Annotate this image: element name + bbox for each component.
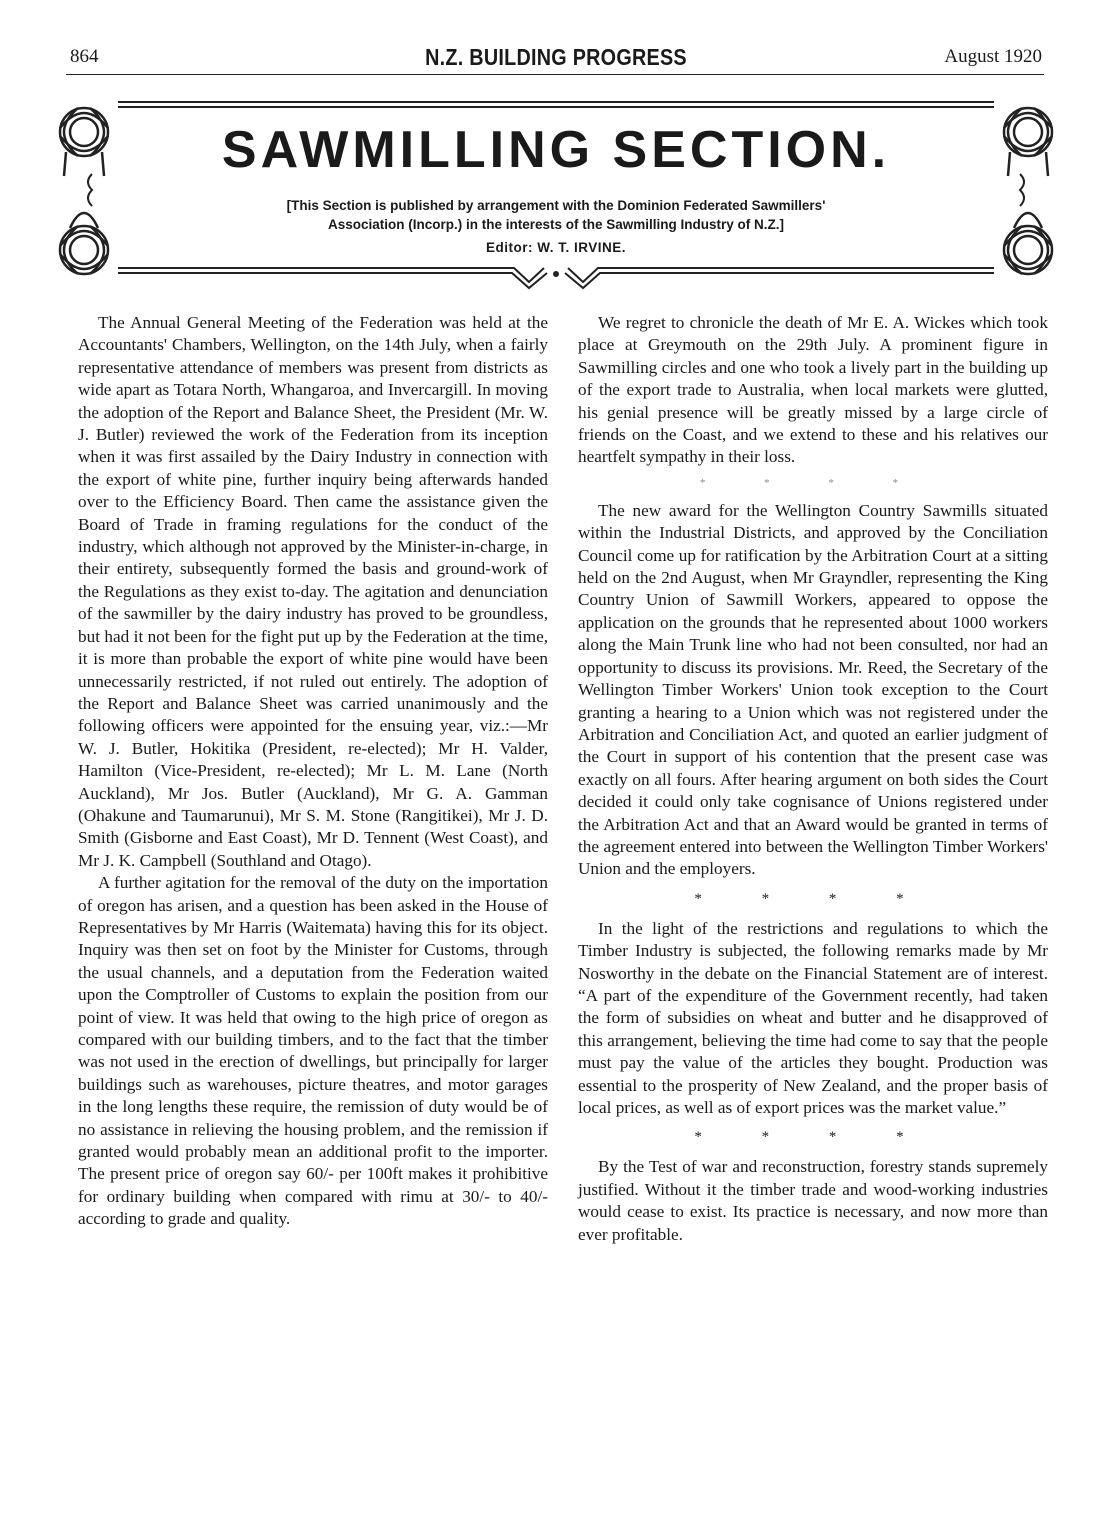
section-separator: * * * * — [694, 1129, 932, 1146]
article-forestry: By the Test of war and reconstruction, forestry stands supremely justified. Without it the timber trade and wood-working industries would cease to exist. Its practice is necessary, and now more than ever profitable. — [578, 1157, 1048, 1244]
publication-title: N.Z. BUILDING PROGRESS — [425, 44, 687, 70]
article-obituary: We regret to chronicle the death of Mr E. A. Wickes which took place at Greymouth on the 29th July. A prominent figure in Sawmilling circles and one who took a lively part in the building up of the export trade to Australia, when local markets were glutted, his genial presence will be greatly missed by a large circle of friends on the Coast, and we extend to these and his relatives our heartfelt sympathy in their loss. — [578, 313, 1048, 467]
section-separator: * * * * — [699, 476, 927, 489]
article-award: The new award for the Wellington Country Sawmills situated within the Industrial Districts, and approved by the Conciliation Council come up for ratification by the Arbitration Court at a sitting held on the 2nd August, when Mr Grayndler, representing the King Country Union of Sawmill Workers, appeared to oppose the application on the grounds that he represented about 1000 workers along the Main Trunk line who had not been consulted, nor had an opportunity to discuss its provisions. Mr. Reed, the Secretary of the Wellington Timber Workers' Union took exception to the Court granting a hearing to a Union which was not registered under the Arbitration and Conciliation Act, and quoted an earlier judgment of the Court in support of his contention that the present case was exactly on all fours. After hearing argument on both sides the Court decided it could only take cognisance of Unions registered under the Arbitration Act and that an Award would be granted in terms of the agreement entered into between the Wellington Timber Workers' Union and the employers. — [578, 500, 1048, 879]
publication-note — [204, 196, 908, 234]
right-column — [578, 312, 1048, 1246]
article-oregon-duty: A further agitation for the removal of the duty on the importation of oregon has arisen, and a question has been asked in the House of Representatives by Mr Harris (Waitemata) having this for its object. Inquiry was then set on foot by the Minister for Customs, through the usual channels, and a deputation from the Federation waited upon the Comptroller of Customs to explain the position from our point of view. It was held that owing to the high price of oregon as compared with our building timbers, and to the fact that the timber was not used in the erection of dwellings, but principally for larger buildings such as warehouses, picture theatres, and motor garages in the long lengths these require, the remission of duty would be of no assistance in relieving the housing problem, and the remission if granted would probably mean an additional profit to the importer. The present price of oregon say 60/- per 100ft makes it prohibitive for ordinary building when compared with rimu at 30/- to 40/- according to grade and quality. — [78, 873, 548, 1229]
section-banner — [44, 92, 1068, 302]
publication-note-line-2: Association (Incorp.) in the interests of the Sawmilling Industry of N.Z.] — [327, 217, 785, 232]
editor-credit: Editor: W. T. IRVINE. — [485, 240, 626, 255]
section-title: SAWMILLING SECTION. — [221, 121, 891, 179]
article-annual-meeting: The Annual General Meeting of the Federation was held at the Accountants' Chambers, Wellington, on the 14th July, when a fairly representative attendance of members was present from districts as wide apart as Totara North, Whangaroa, and Invercargill. In moving the adoption of the Report and Balance Sheet, the President (Mr. W. J. Butler) reviewed the work of the Federation from its inception when it was first assailed by the Dairy Industry in connection with the export of white pine, further inquiry being afterwards handed over to the Efficiency Board. Then came the assistance given the Board of Trade in framing regulations for the conduct of the industry, which although not approved by the Minister-in-charge, in their entirety, subsequently formed the basis and ground-work of the Regulations as they exist to-day. The agitation and denunciation of the sawmiller by the dairy industry has proved to be groundless, but had it not been for the fight put up by the Federation at the time, it is more than probable the export of white pine would have been unnecessarily restricted, if not ruled out entirely. The adoption of the Report and Balance Sheet was carried unanimously and the following officers were appointed for the ensuing year, viz.:—Mr W. J. Butler, Hokitika (President, re-elected); Mr H. Valder, Hamilton (Vice-President, re-elected); Mr L. M. Lane (North Auckland), Mr Jos. Butler (Auckland), Mr G. A. Gamman (Ohakune and Taumarunui), Mr S. M. Stone (Rangitikei), Mr J. D. Smith (Gisborne and East Coast), Mr D. Tennent (West Coast), and Mr J. K. Campbell (Southland and Otago). — [78, 313, 548, 870]
left-column — [78, 312, 548, 1231]
header-rule — [66, 74, 1044, 75]
publication-note-line-1: [This Section is published by arrangement with the Dominion Federated Sawmillers' — [286, 198, 826, 213]
article-financial-statement: In the light of the restrictions and regulations to which the Timber Industry is subjected, the following remarks made by Mr Nosworthy in the debate on the Financial Statement are of interest. “A part of the expenditure of the Government recently, had taken the form of subsidies on wheat and butter and he disapproved of this arrangement, believing the time had come to say that the people must pay the value of the articles they bought. Production was essential to the prosperity of New Zealand, and the proper basis of local prices, as well as of export prices was the market value.” — [578, 918, 1048, 1117]
section-separator: * * * * — [694, 890, 932, 907]
issue-date: August 1920 — [944, 46, 1042, 67]
page-number: 864 — [70, 46, 99, 67]
